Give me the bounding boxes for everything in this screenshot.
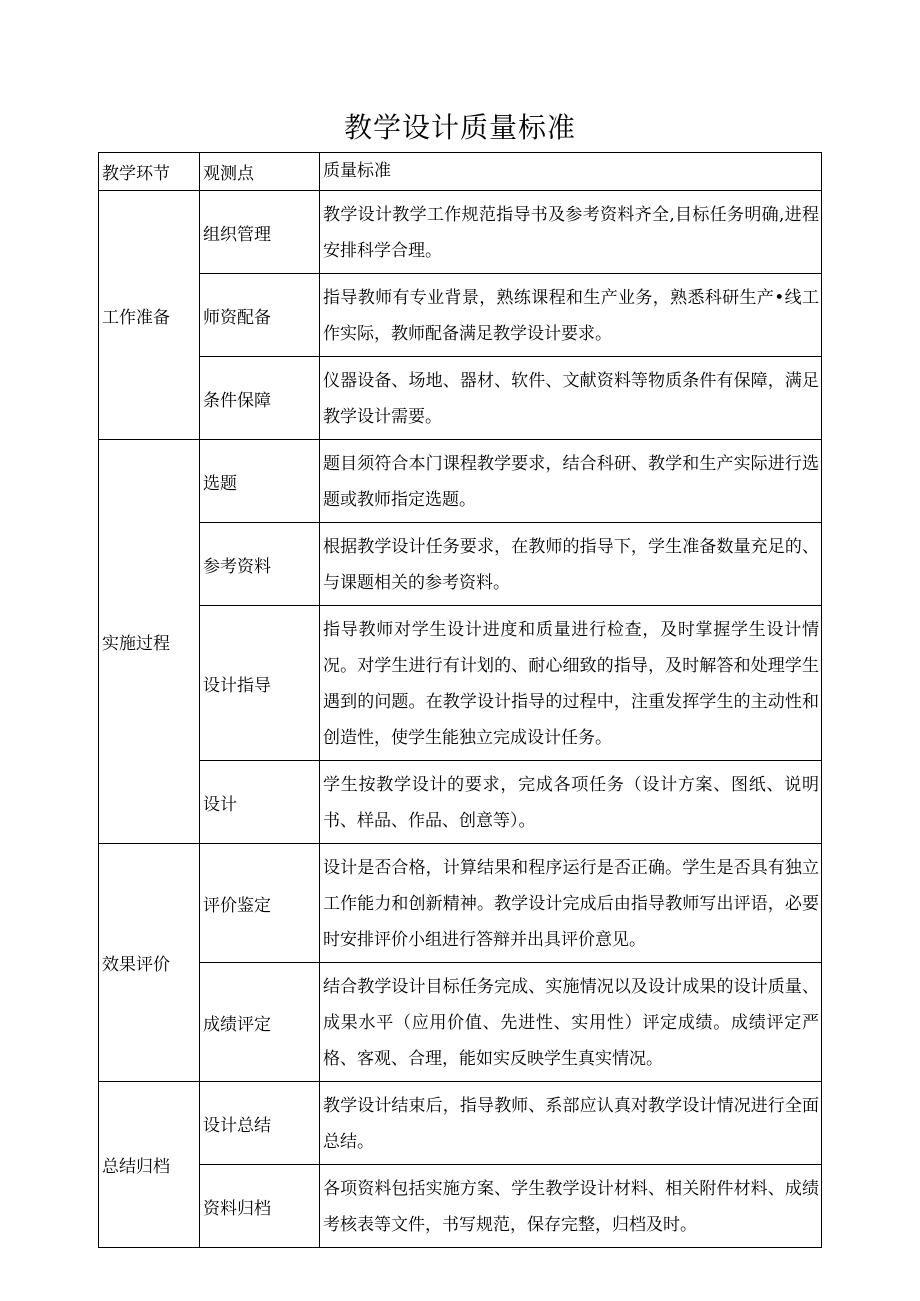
table-row <box>99 274 822 357</box>
standard-cell: 设计是否合格，计算结果和程序运行是否正确。学生是否具有独立工作能力和创新精神。教学设计完成后由指导教师写出评语，必要时安排评价小组进行答辩并出具评价意见。 <box>320 844 822 963</box>
standard-cell: 结合教学设计目标任务完成、实施情况以及设计成果的设计质量、成果水平（应用价值、先进性、实用性）评定成绩。成绩评定严格、客观、合理，能如实反映学生真实情况。 <box>320 963 822 1082</box>
table-row <box>99 761 822 844</box>
standard-cell: 教学设计教学工作规范指导书及参考资料齐全,目标任务明确,进程安排科学合理。 <box>320 191 822 274</box>
table-row <box>99 191 822 274</box>
standard-cell: 仪器设备、场地、器材、软件、文献资料等物质条件有保障，满足教学设计需要。 <box>320 357 822 440</box>
standard-cell: 教学设计结束后，指导教师、系部应认真对教学设计情况进行全面总结。 <box>320 1082 822 1165</box>
point-cell: 设计指导 <box>200 606 320 761</box>
point-cell: 设计总结 <box>200 1082 320 1165</box>
point-cell: 选题 <box>200 440 320 523</box>
point-cell: 设计 <box>200 761 320 844</box>
standard-cell: 指导教师有专业背景，熟练课程和生产业务，熟悉科研生产•线工作实际，教师配备满足教学设计要求。 <box>320 274 822 357</box>
table-row <box>99 440 822 523</box>
table-row <box>99 523 822 606</box>
standard-cell: 指导教师对学生设计进度和质量进行检查，及时掌握学生设计情况。对学生进行有计划的、耐心细致的指导，及时解答和处理学生遇到的问题。在教学设计指导的过程中，注重发挥学生的主动性和创造性，使学生能独立完成设计任务。 <box>320 606 822 761</box>
stage-cell: 效果评价 <box>99 844 200 1082</box>
table-header-row <box>99 153 822 191</box>
stage-cell: 工作准备 <box>99 191 200 440</box>
stage-cell: 总结归档 <box>99 1082 200 1248</box>
document-title: 教学设计质量标准 <box>343 111 576 144</box>
table-row <box>99 1082 822 1165</box>
point-cell: 资料归档 <box>200 1165 320 1248</box>
stage-cell: 实施过程 <box>99 440 200 844</box>
table-row <box>99 844 822 963</box>
header-stage: 教学环节 <box>99 153 200 191</box>
standard-cell: 各项资料包括实施方案、学生教学设计材料、相关附件材料、成绩考核表等文件，书写规范，保存完整，归档及时。 <box>320 1165 822 1248</box>
header-quality-standard: 质量标准 <box>320 153 822 191</box>
point-cell: 成绩评定 <box>200 963 320 1082</box>
point-cell: 组织管理 <box>200 191 320 274</box>
standard-cell: 根据教学设计任务要求，在教师的指导下，学生准备数量充足的、与课题相关的参考资料。 <box>320 523 822 606</box>
point-cell: 参考资料 <box>200 523 320 606</box>
point-cell: 评价鉴定 <box>200 844 320 963</box>
quality-standard-table <box>98 152 822 1248</box>
header-observation-point: 观测点 <box>200 153 320 191</box>
table-row <box>99 357 822 440</box>
point-cell: 师资配备 <box>200 274 320 357</box>
standard-cell: 题目须符合本门课程教学要求，结合科研、教学和生产实际进行选题或教师指定选题。 <box>320 440 822 523</box>
table-row <box>99 1165 822 1248</box>
standard-cell: 学生按教学设计的要求，完成各项任务（设计方案、图纸、说明书、样品、作品、创意等）。 <box>320 761 822 844</box>
table-row <box>99 963 822 1082</box>
table-row <box>99 606 822 761</box>
point-cell: 条件保障 <box>200 357 320 440</box>
